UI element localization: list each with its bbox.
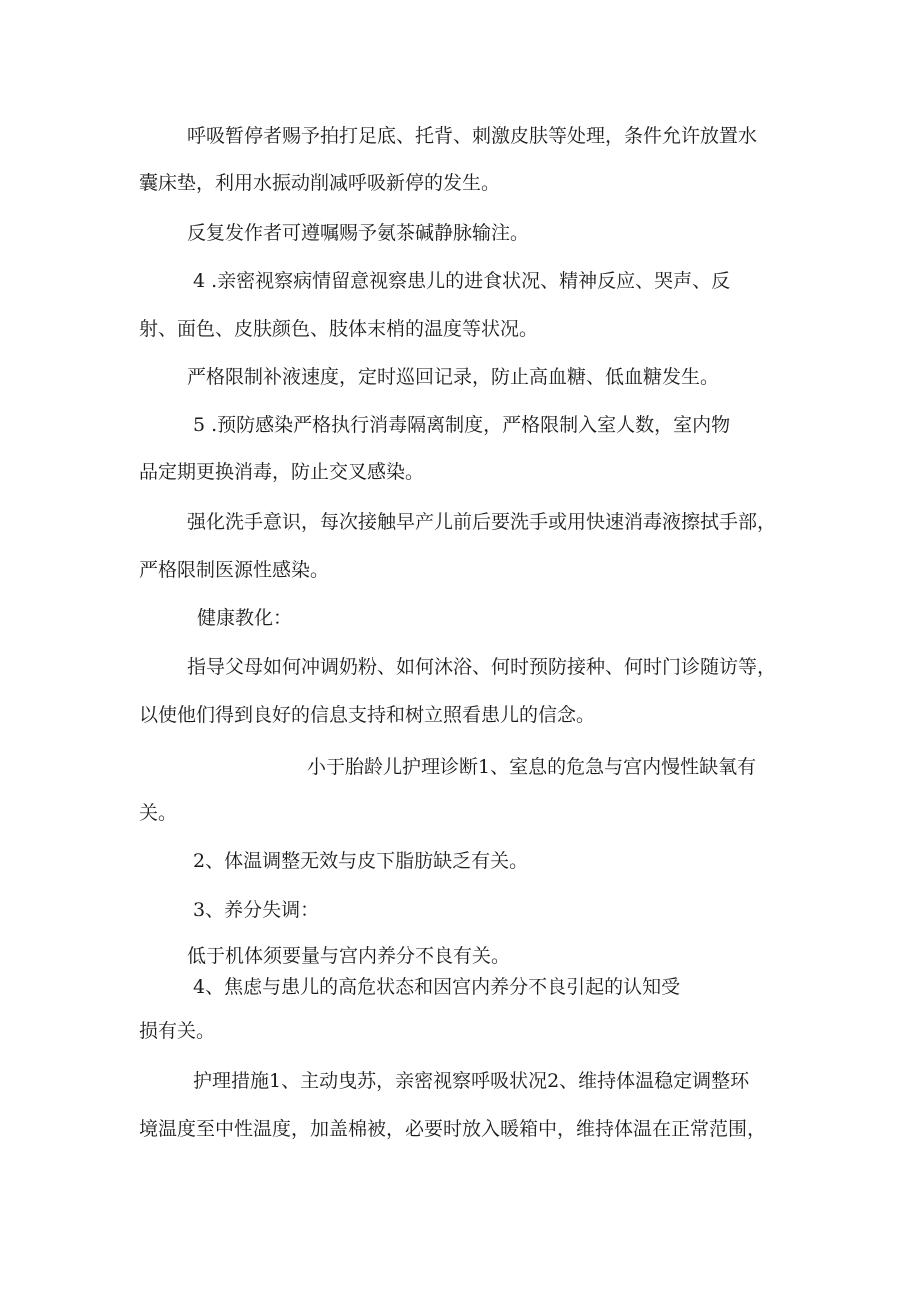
paragraph-line: 损有关。 (139, 1020, 216, 1042)
section-heading: 健康教化： (197, 607, 293, 629)
paragraph-line: 4 .亲密视察病情留意视察患儿的进食状况、精神反应、哭声、反 (193, 270, 731, 292)
paragraph-line: 严格限制补液速度，定时巡回记录，防止高血糖、低血糖发生。 (187, 366, 720, 388)
paragraph-line: 4、焦虑与患儿的高危状态和因宫内养分不良引起的认知受 (193, 976, 681, 998)
paragraph-line: 指导父母如何冲调奶粉、如何沐浴、何时预防接种、何时门诊随访等， (187, 656, 777, 678)
paragraph-line: 3、养分失调： (193, 899, 320, 921)
paragraph-line: 强化洗手意识，每次接触早产儿前后要洗手或用快速消毒液擦拭手部， (187, 511, 777, 533)
section-heading: 小于胎龄儿护理诊断1、室息的危急与宫内慢性缺氧有 (307, 756, 757, 778)
paragraph-line: 品定期更换消毒，防止交叉感染。 (139, 461, 425, 483)
paragraph-line: 关。 (139, 802, 178, 824)
paragraph-line: 低于机体须要量与宫内养分不良有关。 (187, 945, 511, 967)
paragraph-line: 呼吸暂停者赐予拍打足底、托背、刺激皮肤等处理，条件允许放置水 (187, 125, 758, 147)
paragraph-line: 射、面色、皮肤颜色、肢体末梢的温度等状况。 (139, 318, 539, 340)
paragraph-line: 以使他们得到良好的信息支持和树立照看患儿的信念。 (139, 704, 596, 726)
paragraph-line: 境温度至中性温度，加盖棉被，必要时放入暖箱中，维持体温在正常范围， (139, 1118, 767, 1140)
paragraph-line: 严格限制医源性感染。 (139, 559, 330, 581)
paragraph-line: 2、体温调整无效与皮下脂肪缺乏有关。 (193, 850, 529, 872)
paragraph-line: 反复发作者可遵嘱赐予氨茶碱静脉输注。 (187, 222, 530, 244)
paragraph-line: 囊床垫，利用水振动削减呼吸新停的发生。 (139, 172, 501, 194)
paragraph-line: 护理措施1、主动曳苏，亲密视察呼吸状况2、维持体温稳定调整环 (193, 1070, 750, 1092)
paragraph-line: 5 .预防感染严格执行消毒隔离制度，严格限制入室人数，室内物 (193, 414, 731, 436)
